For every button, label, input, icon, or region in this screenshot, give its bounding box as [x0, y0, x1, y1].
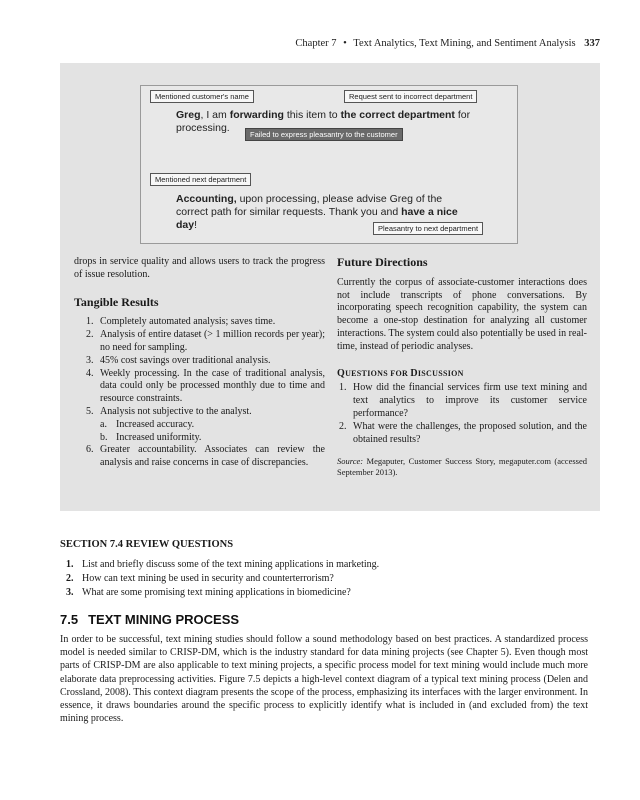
item-letter: a. — [100, 418, 107, 430]
email-text: upon processing, please advise Greg of the — [236, 193, 443, 205]
question-number: 2. — [339, 420, 347, 432]
header-title: Text Analytics, Text Mining, and Sentiment Analysis — [353, 38, 576, 49]
item-number: 2. — [86, 329, 94, 341]
question-item — [337, 421, 587, 447]
header-separator: • — [343, 38, 347, 49]
tag-incorrect-department: Request sent to incorrect department — [344, 90, 477, 103]
review-item — [60, 586, 588, 600]
email-greg: Greg — [176, 109, 201, 121]
review-text: What are some promising text mining applications in biomedicine? — [82, 587, 351, 598]
qhead-cap: Q — [337, 367, 346, 379]
section-title: TEXT MINING PROCESS — [88, 612, 240, 627]
review-number: 2. — [66, 573, 74, 584]
item-text: Analysis of entire dataset (> 1 million records per year); no need for sampling. — [100, 329, 325, 353]
review-text: How can text mining be used in security and counterterrorism? — [82, 573, 334, 584]
left-column — [74, 256, 325, 470]
email-annotation-figure — [140, 85, 518, 244]
question-text: How did the financial services firm use text mining and text analytics to improve its customer service performance? — [353, 382, 587, 419]
email-text: this item to — [283, 109, 341, 121]
question-text: What were the challenges, the proposed solution, and the obtained results? — [353, 420, 587, 445]
review-text: List and briefly discuss some of the text mining applications in marketing. — [82, 559, 380, 570]
item-text: Greater accountability. Associates can review the analysis and raise concerns in case of discrepancies. — [100, 444, 325, 469]
item-number: 1. — [86, 316, 94, 328]
review-number: 3. — [66, 587, 74, 598]
email-accounting: Accounting, — [176, 193, 237, 205]
qhead-small: UESTIONS FOR — [345, 368, 411, 378]
tag-failed-pleasantry: Failed to express pleasantry to the customer — [245, 128, 403, 141]
continuation-text: drops in service quality and allows users to track the progress of issue resolution. — [74, 256, 325, 280]
item-text: Weekly processing. In the case of traditional analysis, data could only be processed monthly due to time and resource constraints. — [100, 367, 325, 405]
review-item — [60, 572, 588, 586]
email-text: , I am — [200, 109, 230, 121]
email-day: day — [176, 219, 195, 231]
sub-list-item — [74, 419, 325, 432]
question-item — [337, 382, 587, 420]
question-number: 1. — [339, 382, 347, 394]
right-column — [337, 256, 587, 478]
list-item — [74, 444, 325, 470]
email-text: for — [454, 109, 471, 121]
email-text: processing. — [176, 122, 230, 134]
future-directions-heading: Future Directions — [337, 255, 428, 269]
qhead-cap: D — [410, 367, 418, 379]
tag-customer-name: Mentioned customer's name — [150, 90, 254, 103]
page-number: 337 — [584, 38, 600, 49]
item-text: 45% cost savings over traditional analysis. — [100, 354, 271, 366]
item-text: Analysis not subjective to the analyst. — [100, 405, 252, 417]
email-forwarding: forwarding — [229, 109, 284, 121]
email-text: ! — [194, 219, 198, 231]
review-item — [60, 558, 588, 572]
source-text: Megaputer, Customer Success Story, megaputer.com (accessed September 2013). — [337, 456, 587, 478]
future-directions-paragraph: Currently the corpus of associate-customer interactions does not include transcripts of phone conversations. By incorporating speech recognition capability, the system can become a one-stop destination for analyzing all customer interactions. The system could also potentially be used in real-time, instead of periodic analyses. — [337, 276, 587, 352]
list-item — [74, 368, 325, 406]
item-text: Completely automated analysis; saves time. — [100, 316, 276, 328]
item-text: Increased accuracy. — [116, 418, 195, 430]
email-text: correct path for similar requests. Thank you and — [176, 206, 402, 218]
list-item — [74, 406, 325, 419]
section-heading — [60, 612, 239, 627]
list-item — [74, 355, 325, 368]
running-header — [295, 38, 600, 49]
tag-pleasantry-next: Pleasantry to next department — [373, 222, 483, 235]
list-item — [74, 329, 325, 355]
review-title: SECTION 7.4 REVIEW QUESTIONS — [60, 539, 234, 550]
qhead-small: ISCUSSION — [417, 368, 464, 378]
item-number: 6. — [86, 444, 94, 456]
review-number: 1. — [66, 559, 74, 570]
item-number: 4. — [86, 367, 94, 379]
source-citation — [337, 456, 587, 478]
tangible-results-heading: Tangible Results — [74, 294, 159, 309]
item-text: Increased uniformity. — [116, 431, 202, 443]
review-questions — [60, 538, 588, 600]
tag-next-department: Mentioned next department — [150, 173, 251, 186]
item-letter: b. — [100, 431, 108, 443]
item-number: 3. — [86, 354, 94, 366]
sub-list-item — [74, 432, 325, 445]
questions-heading — [337, 368, 587, 381]
header-chapter: Chapter 7 — [295, 38, 337, 49]
source-label: Source: — [337, 456, 364, 467]
email-correct-department: the correct department — [340, 109, 455, 121]
email-have-a-nice: have a nice — [401, 206, 458, 218]
section-body: In order to be successful, text mining studies should follow a sound methodology based on best practices. A standardized process model is needed similar to CRISP-DM, which is the industry standard for data mining projects (see Chapter 5). Even though most parts of CRISP-DM are also applicable to text mining projects, a specific process model for text mining would include much more elaborate data preprocessing activities. Figure 7.5 depicts a high-level context diagram of a typical text mining process (Delen and Crossland, 2008). This context diagram presents the scope of the process, emphasizing its interfaces with the larger environment. In essence, it draws boundaries around the specific process to explicitly identify what is included in (and excluded from) the text mining process. — [60, 634, 588, 725]
item-number: 5. — [86, 405, 94, 417]
section-number: 7.5 — [60, 612, 79, 627]
list-item — [74, 316, 325, 329]
